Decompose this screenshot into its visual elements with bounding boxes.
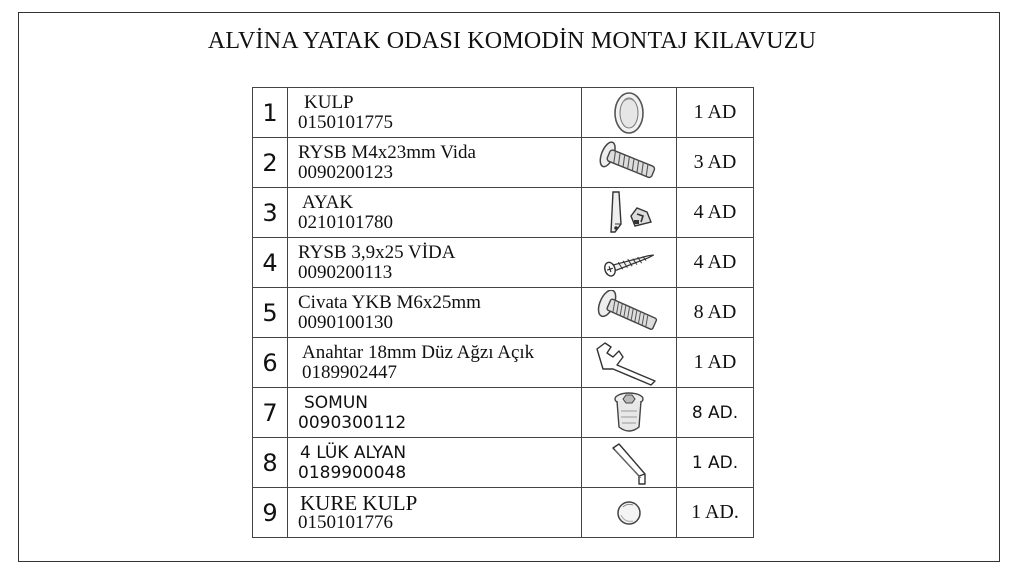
row-number: 3 [253, 188, 288, 238]
handle-icon [609, 90, 649, 136]
row-number: 7 [253, 388, 288, 438]
part-name: RYSB 3,9x25 VİDA [298, 241, 456, 263]
part-quantity: 8 AD [677, 288, 754, 338]
table-row [253, 238, 754, 288]
part-name: SOMUN [304, 392, 368, 413]
part-code: 0150101776 [298, 511, 393, 533]
part-description [288, 438, 582, 488]
part-description [288, 388, 582, 438]
table-row [253, 188, 754, 238]
part-code: 0090200113 [298, 261, 393, 283]
part-code: 0189900048 [298, 462, 407, 483]
row-number: 9 [253, 488, 288, 538]
part-image [582, 388, 677, 438]
allen-key-icon [599, 440, 659, 486]
wood-screw-icon [599, 243, 659, 283]
part-quantity: 1 AD. [677, 488, 754, 538]
part-code: 0090100130 [298, 311, 393, 333]
part-image [582, 288, 677, 338]
part-quantity: 1 AD [677, 88, 754, 138]
table-row [253, 488, 754, 538]
table-row [253, 338, 754, 388]
table-row [253, 288, 754, 338]
table-row [253, 388, 754, 438]
part-image [582, 88, 677, 138]
row-number: 4 [253, 238, 288, 288]
part-code: 0150101775 [298, 111, 393, 133]
nut-icon [607, 389, 651, 437]
part-quantity: 8 AD. [677, 388, 754, 438]
part-description [288, 88, 582, 138]
screw-icon [594, 141, 664, 185]
row-number: 2 [253, 138, 288, 188]
part-code: 0090200123 [298, 161, 393, 183]
page-title: ALVİNA YATAK ODASI KOMODİN MONTAJ KILAVUZU [207, 28, 817, 54]
part-name: Anahtar 18mm Düz Ağzı Açık [302, 341, 535, 363]
part-name: KURE KULP [300, 490, 418, 515]
part-image [582, 338, 677, 388]
part-name: RYSB M4x23mm Vida [298, 141, 476, 163]
part-image [582, 188, 677, 238]
part-quantity: 3 AD [677, 138, 754, 188]
part-quantity: 1 AD. [677, 438, 754, 488]
part-name: AYAK [302, 191, 354, 213]
part-description [288, 488, 582, 538]
part-code: 0210101780 [298, 211, 393, 233]
part-code: 0189902447 [302, 361, 397, 383]
part-image [582, 138, 677, 188]
part-description [288, 138, 582, 188]
part-image [582, 488, 677, 538]
table-row [253, 138, 754, 188]
leg-bracket-icon [597, 190, 661, 236]
bolt-icon [593, 290, 665, 336]
parts-table [252, 87, 754, 538]
table-row [253, 438, 754, 488]
table-row [253, 88, 754, 138]
part-description [288, 338, 582, 388]
part-quantity: 1 AD [677, 338, 754, 388]
part-code: 0090300112 [298, 412, 407, 433]
part-quantity: 4 AD [677, 238, 754, 288]
part-image [582, 438, 677, 488]
knob-icon [611, 495, 647, 531]
part-image [582, 238, 677, 288]
part-name: Civata YKB M6x25mm [298, 291, 481, 313]
row-number: 8 [253, 438, 288, 488]
part-quantity: 4 AD [677, 188, 754, 238]
row-number: 6 [253, 338, 288, 388]
part-name: 4 LÜK ALYAN [300, 442, 407, 463]
part-description [288, 288, 582, 338]
row-number: 5 [253, 288, 288, 338]
row-number: 1 [253, 88, 288, 138]
wrench-icon [589, 339, 669, 387]
part-description [288, 238, 582, 288]
part-description [288, 188, 582, 238]
part-name: KULP [304, 91, 354, 113]
